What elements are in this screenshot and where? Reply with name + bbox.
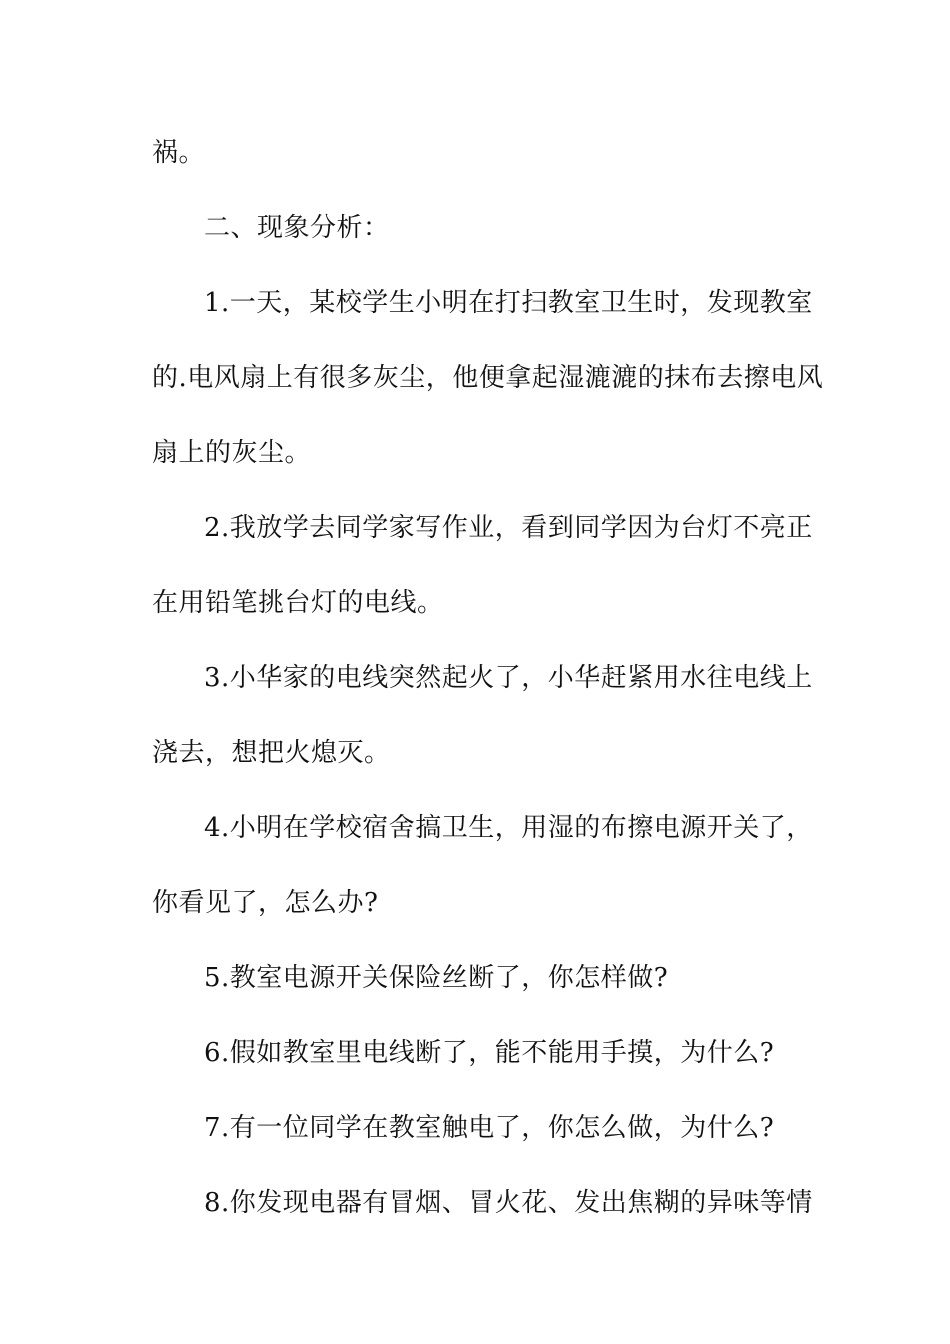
- list-item-8-line-1: 8.你发现电器有冒烟、冒火花、发出焦糊的异味等情: [204, 1188, 813, 1218]
- list-item-7: 7.有一位同学在教室触电了，你怎么做，为什么?: [204, 1113, 775, 1143]
- list-item-2-line-1: 2.我放学去同学家写作业，看到同学因为台灯不亮正: [204, 513, 813, 543]
- list-item-3-line-1: 3.小华家的电线突然起火了，小华赶紧用水往电线上: [204, 663, 813, 693]
- list-item-4-line-1: 4.小明在学校宿舍搞卫生，用湿的布擦电源开关了，: [204, 813, 813, 843]
- list-item-1-line-2: 的.电风扇上有很多灰尘，他便拿起湿漉漉的抹布去擦电风: [152, 363, 824, 393]
- text-line: 祸。: [152, 138, 206, 168]
- list-item-3-line-2: 浇去，想把火熄灭。: [152, 738, 391, 768]
- list-item-1-line-3: 扇上的灰尘。: [152, 438, 312, 468]
- list-item-4-line-2: 你看见了，怎么办?: [152, 888, 379, 918]
- list-item-2-line-2: 在用铅笔挑台灯的电线。: [152, 588, 444, 618]
- list-item-5: 5.教室电源开关保险丝断了，你怎样做?: [204, 963, 669, 993]
- list-item-1-line-1: 1.一天，某校学生小明在打扫教室卫生时，发现教室: [204, 288, 813, 318]
- section-heading: 二、现象分析：: [204, 213, 390, 243]
- list-item-6: 6.假如教室里电线断了，能不能用手摸，为什么?: [204, 1038, 775, 1068]
